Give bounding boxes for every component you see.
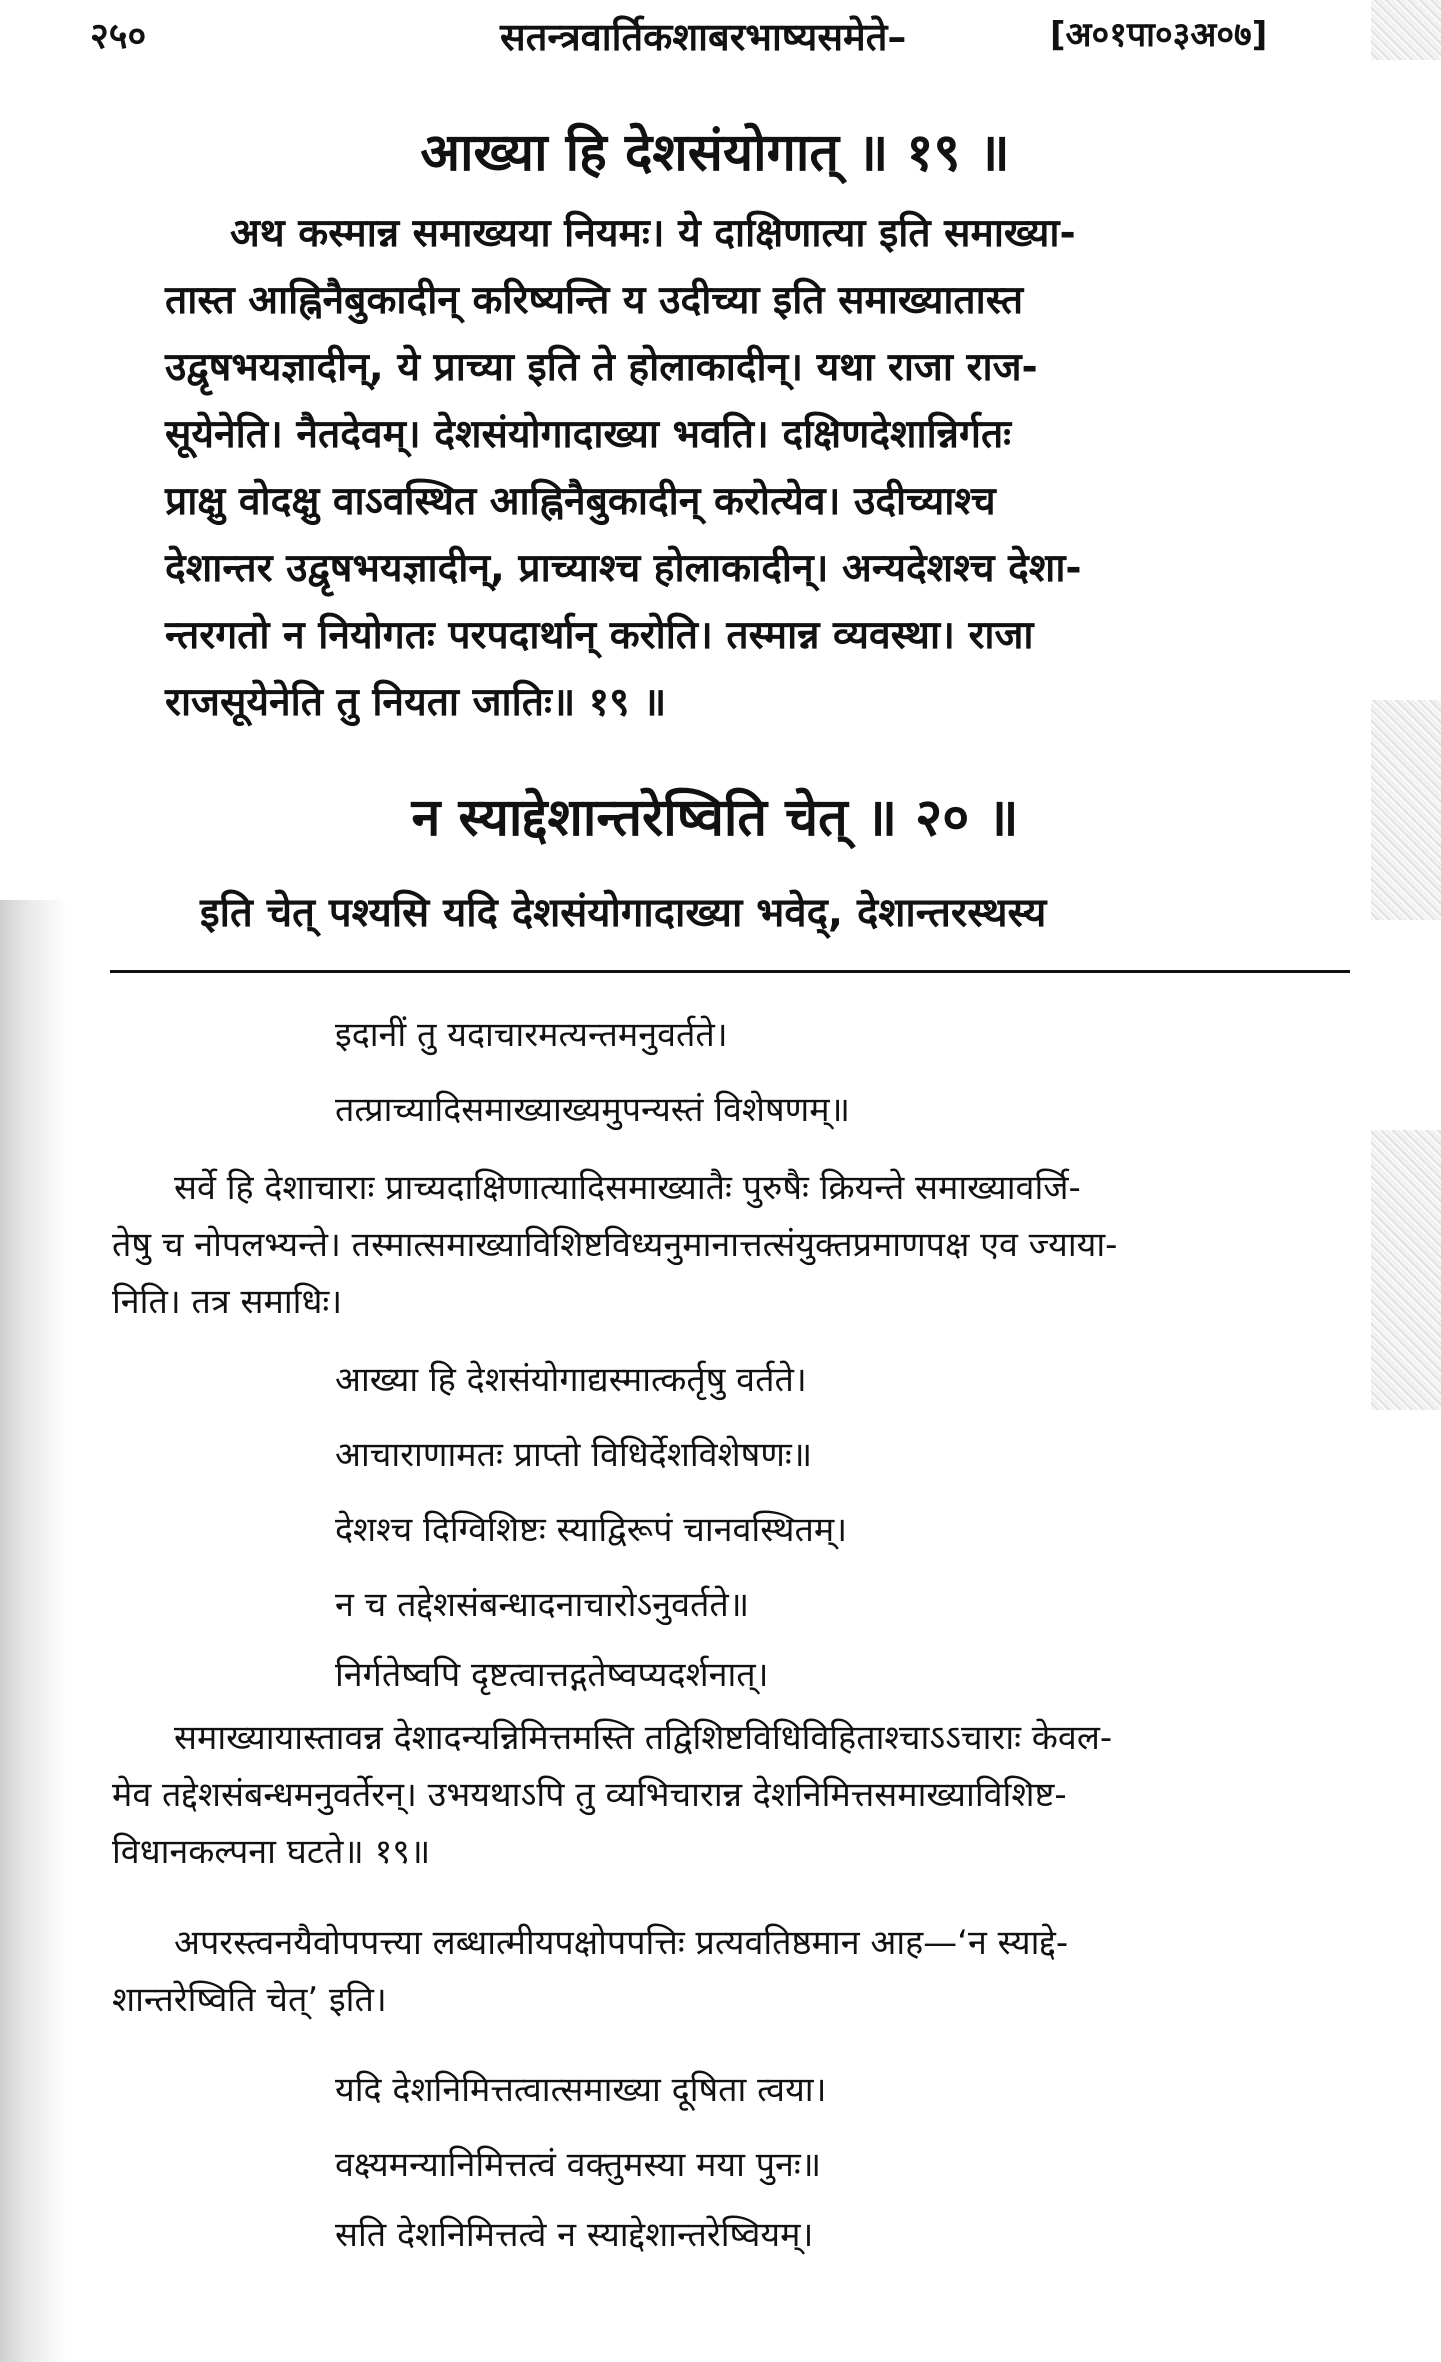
page-number: २५० (90, 16, 147, 57)
text-line: सूयेनेति। नैतदेवम्। देशसंयोगादाख्या भवति। दक्षिणदेशान्निर्गतः (165, 412, 1012, 457)
text-line: तेषु च नोपलभ्यन्ते। तस्मात्समाख्याविशिष्टविध्यनुमानात्तत्संयुक्तप्रमाणपक्ष एव ज्याया- (112, 1225, 1118, 1265)
commentary-paragraph (112, 1915, 1352, 2029)
verse-line: यदि देशनिमित्तत्वात्समाख्या दूषिता त्वया। (335, 2070, 827, 2110)
verse-line: न च तद्देशसंबन्धादनाचारोऽनुवर्तते॥ (335, 1585, 750, 1625)
commentary-paragraph (112, 1160, 1352, 1331)
verse-line: आचाराणामतः प्राप्तो विधिर्देशविशेषणः॥ (335, 1435, 813, 1475)
verse-line: तत्प्राच्यादिसमाख्याख्यमुपन्यस्तं विशेषणम्॥ (335, 1090, 850, 1130)
text-line: अपरस्त्वनयैवोपपत्त्या लब्धात्मीयपक्षोपपत्तिः प्रत्यवतिष्ठमान आह—‘न स्याद्दे- (174, 1923, 1069, 1963)
text-line: तास्त आह्निनैबुकादीन् करिष्यन्ति य उदीच्या इति समाख्यातास्त (165, 278, 1024, 323)
text-line: निति। तत्र समाधिः। (112, 1282, 343, 1322)
running-title: सतन्त्रवार्तिकशाबरभाष्यसमेते– (500, 15, 907, 59)
commentary-paragraph (112, 1710, 1352, 1881)
text-line: देशान्तर उद्वृषभयज्ञादीन्, प्राच्याश्च होलाकादीन्। अन्यदेशश्च देशा- (165, 546, 1082, 591)
text-line: मेव तद्देशसंबन्धमनुवर्तेरन्। उभयथाऽपि तु व्यभिचारान्न देशनिमित्तसमाख्याविशिष्ट- (112, 1775, 1067, 1815)
text-line: समाख्यायास्तावन्न देशादन्यन्निमित्तमस्ति तद्विशिष्टविधिविहिताश्चाऽऽचाराः केवल- (174, 1718, 1113, 1758)
verse-line: देशश्च दिग्विशिष्टः स्याद्विरूपं चानवस्थितम्। (335, 1510, 848, 1550)
text-line: प्राक्षु वोदक्षु वाऽवस्थित आह्निनैबुकादीन् करोत्येव। उदीच्याश्च (165, 479, 996, 524)
scan-noise (1371, 1130, 1441, 1410)
text-line: न्तरगतो न नियोगतः परपदार्थान् करोति। तस्मान्न व्यवस्था। राजा (165, 613, 1034, 658)
chapter-reference: [अ०१पा०३अ०७] (1050, 15, 1268, 55)
text-line: सर्वे हि देशाचाराः प्राच्यदाक्षिणात्यादिसमाख्यातैः पुरुषैः क्रियन्ते समाख्यावर्जि- (174, 1168, 1081, 1208)
verse-line: आख्या हि देशसंयोगाद्यस्मात्कर्तृषु वर्तते। (335, 1360, 807, 1400)
text-line: विधानकल्पना घटते॥ १९॥ (112, 1832, 431, 1872)
verse-line: इदानीं तु यदाचारमत्यन्तमनुवर्तते। (335, 1015, 728, 1055)
scan-noise (1371, 0, 1441, 60)
bhashya-paragraph (165, 200, 1330, 736)
verse-line: वक्ष्यमन्यानिमित्तत्वं वक्तुमस्या मया पुनः॥ (335, 2145, 822, 2185)
text-line: शान्तरेष्विति चेत्’ इति। (112, 1980, 387, 2020)
verse-line: सति देशनिमित्तत्वे न स्याद्देशान्तरेष्वियम्। (335, 2215, 814, 2255)
bhashya-line: इति चेत् पश्यसि यदि देशसंयोगादाख्या भवेद्, देशान्तरस्थस्य (200, 890, 1047, 936)
verse-line: निर्गतेष्वपि दृष्टत्वात्तद्गतेष्वप्यदर्शनात्। (335, 1655, 769, 1695)
page-header (90, 2, 1380, 72)
page-spine-shadow (0, 900, 68, 2362)
text-line: राजसूयेनेति तु नियता जातिः॥ १९ ॥ (165, 680, 667, 725)
sutra-heading: न स्याद्देशान्तरेष्विति चेत् ॥ २० ॥ (411, 788, 1019, 848)
scan-noise (1371, 700, 1441, 920)
text-line: उद्वृषभयज्ञादीन्, ये प्राच्या इति ते होलाकादीन्। यथा राजा राज- (165, 345, 1038, 390)
sutra-heading: आख्या हि देशसंयोगात् ॥ १९ ॥ (420, 123, 1010, 183)
text-line: अथ कस्मान्न समाख्यया नियमः। ये दाक्षिणात्या इति समाख्या- (230, 211, 1076, 256)
section-divider (110, 970, 1350, 973)
